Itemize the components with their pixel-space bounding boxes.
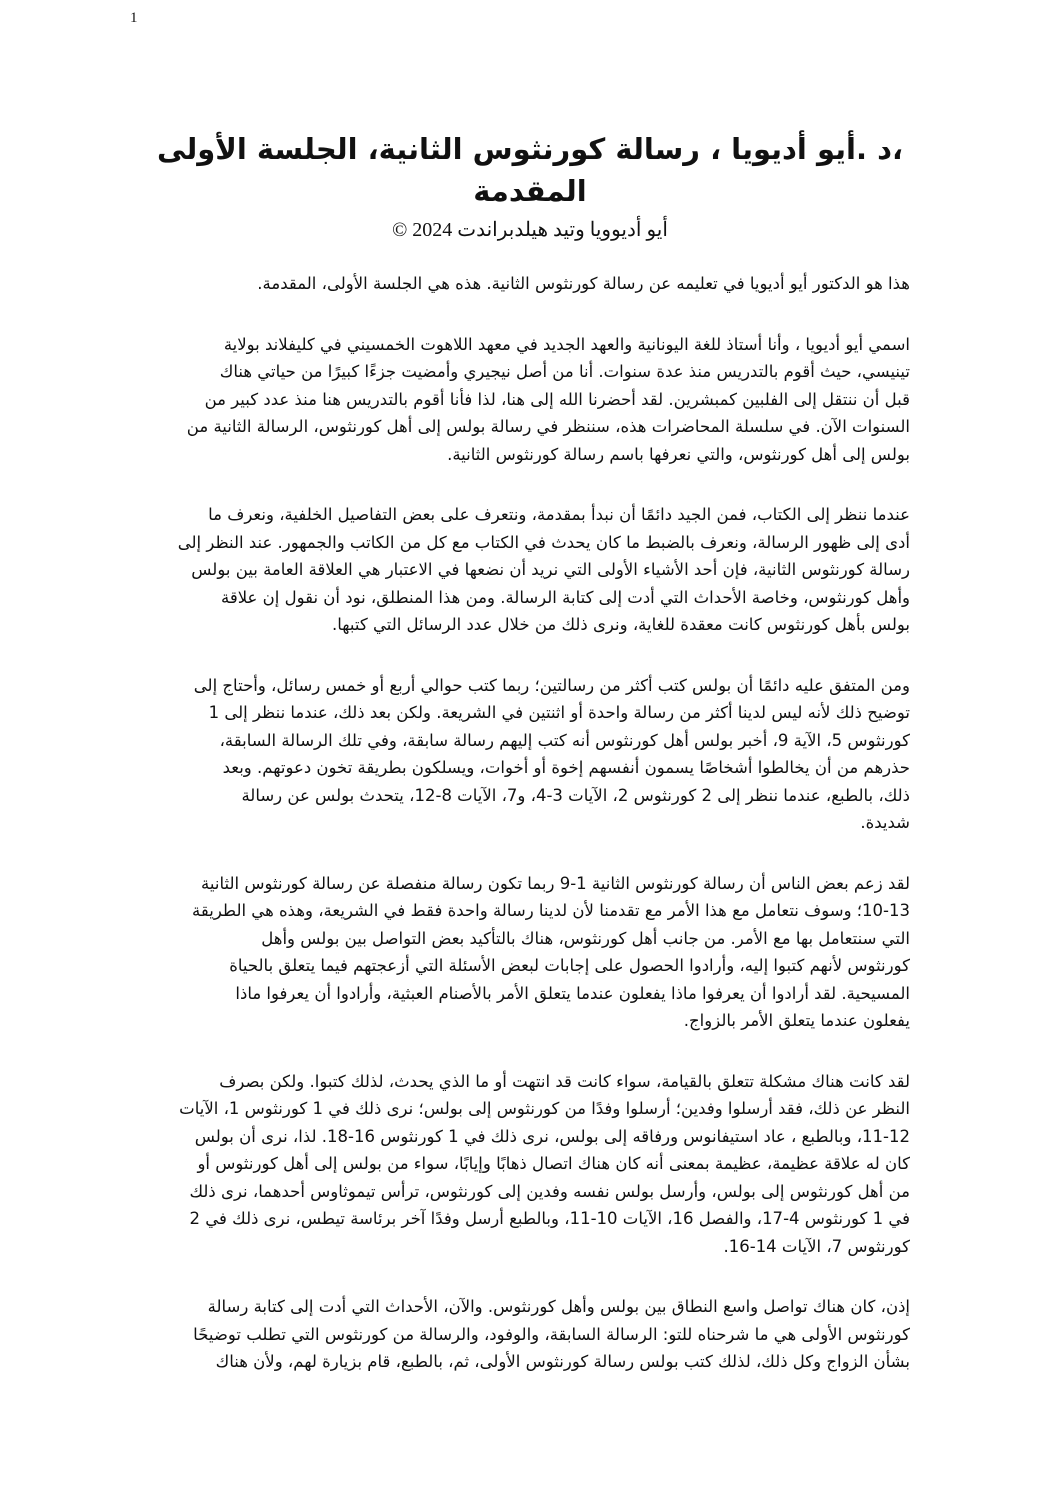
text-line: توضيح ذلك لأنه ليس لدينا أكثر من رسالة واحدة أو اثنتين في الشريعة. ولكن بعد ذلك، عندما ننظر إلى 1 bbox=[208, 703, 910, 722]
paragraph bbox=[130, 270, 910, 298]
text-line: رسالة كورنثوس الثانية، فإن أحد الأشياء الأولى التي نريد أن نضعها في الاعتبار هي العلاقة العامة بين بولس bbox=[191, 560, 910, 579]
text-line: لقد زعم بعض الناس أن رسالة كورنثوس الثانية 1-9 ربما تكون رسالة منفصلة عن رسالة كورنثوس الثانية bbox=[201, 873, 910, 893]
text-line: إذن، كان هناك تواصل واسع النطاق بين بولس وأهل كورنثوس. والآن، الأحداث التي أدت إلى كتابة رسالة bbox=[207, 1297, 910, 1316]
text-line: وأهل كورنثوس، وخاصة الأحداث التي أدت إلى كتابة الرسالة. ومن هذا المنطلق، نود أن نقول إن علاقة bbox=[220, 587, 910, 607]
text-line: كان له علاقة عظيمة، عظيمة بمعنى أنه كان هناك اتصال ذهابًا وإيابًا، سواء من بولس إلى أهل كورنثوس أو bbox=[197, 1154, 910, 1173]
text-line: في 1 كورنثوس 4-17، والفصل 16، الآيات 10-11، وبالطبع أرسل وفدًا آخر برئاسة تيطس، نرى ذلك في 2 bbox=[189, 1209, 910, 1228]
text-line: السنوات الآن. في سلسلة المحاضرات هذه، سننظر في رسالة بولس إلى أهل كورنثوس، الرسالة الثانية من bbox=[186, 417, 910, 436]
title-line: المقدمة bbox=[473, 174, 587, 208]
text-line: بولس إلى أهل كورنثوس، والتي نعرفها باسم رسالة كورنثوس الثانية. bbox=[447, 444, 910, 464]
paragraph bbox=[130, 870, 910, 1035]
paragraph bbox=[130, 1068, 910, 1261]
paragraph bbox=[130, 672, 910, 837]
paragraph bbox=[130, 1293, 910, 1376]
text-line: تينيسي، حيث أقوم بالتدريس منذ عدة سنوات. أنا من أصل نيجيري وأمضيت جزءًا كبيرًا من حياتي هناك bbox=[219, 362, 910, 381]
text-line: كورنثوس لأنهم كتبوا إليه، وأرادوا الحصول على إجابات لبعض الأسئلة التي أزعجتهم فيما يتعلق بالحياة bbox=[229, 956, 910, 975]
text-line: بولس بأهل كورنثوس كانت معقدة للغاية، ونرى ذلك من خلال عدد الرسائل التي كتبها. bbox=[332, 615, 910, 634]
text-line: لقد كانت هناك مشكلة تتعلق بالقيامة، سواء كانت قد انتهت أو ما الذي يحدث، لذلك كتبوا. ولكن بصرف bbox=[219, 1071, 910, 1091]
paragraph bbox=[130, 331, 910, 469]
text-line: حذرهم من أن يخالطوا أشخاصًا يسمون أنفسهم إخوة أو أخوات، ويسلكون بطريقة تخون دعوتهم. وبعد bbox=[222, 758, 910, 777]
page-number: 1 bbox=[130, 10, 138, 26]
text-line: ومن المتفق عليه دائمًا أن بولس كتب أكثر من رسالتين؛ ربما كتب حوالي أربع أو خمس رسائل، وأحتاج إلى bbox=[193, 675, 910, 695]
text-line: كورنثوس 7، الآيات 14-16. bbox=[723, 1236, 910, 1256]
text-line: التي سنتعامل بها مع الأمر. من جانب أهل كورنثوس، هناك بالتأكيد بعض التواصل بين بولس وأهل bbox=[261, 928, 910, 948]
text-line: 10-13؛ وسوف نتعامل مع هذا الأمر مع تقدمنا لأن لدينا رسالة واحدة فقط في الشريعة، وهذه هي الطريقة bbox=[192, 901, 910, 920]
text-line: 11-12، وبالطبع ، عاد استيفانوس ورفاقه إلى بولس، نرى ذلك في 1 كورنثوس 16-18. لذا، نرى أن بولس bbox=[194, 1126, 910, 1146]
title-line: ،د .أيو أديويا ، رسالة كورنثوس الثانية، الجلسة الأولى bbox=[157, 132, 903, 166]
text-line: عندما ننظر إلى الكتاب، فمن الجيد دائمًا أن نبدأ بمقدمة، ونتعرف على بعض التفاصيل الخلفية، ونعرف ما bbox=[208, 505, 910, 524]
text-line: من أهل كورنثوس إلى بولس، وأرسل بولس نفسه وفدين إلى كورنثوس، ترأس تيموثاوس أحدهما، نرى ذلك bbox=[189, 1181, 910, 1201]
copyright-line: أيو أديوويا وتيد هيلدبراندت 2024 © bbox=[392, 219, 668, 241]
text-line: قبل أن ننتقل إلى الفلبين كمبشرين. لقد أحضرنا الله إلى هنا، لذا فأنا أقوم بالتدريس هنا منذ عدد كبير من bbox=[204, 389, 910, 409]
document-title bbox=[140, 128, 920, 212]
paragraph bbox=[130, 501, 910, 639]
document-body bbox=[130, 270, 910, 1409]
text-line: هذا هو الدكتور أيو أديويا في تعليمه عن رسالة كورنثوس الثانية. هذه هي الجلسة الأولى، المقدمة. bbox=[257, 274, 910, 293]
text-line: يفعلون عندما يتعلق الأمر بالزواج. bbox=[683, 1011, 910, 1030]
text-line: كورنثوس الأولى هي ما شرحناه للتو: الرسالة السابقة، والوفود، والرسالة من كورنثوس التي تطلب توضيحًا bbox=[193, 1324, 910, 1344]
text-line: اسمي أيو أديويا ، وأنا أستاذ للغة اليونانية والعهد الجديد في معهد اللاهوت الخمسيني في كليفلاند بولاية bbox=[223, 334, 910, 354]
text-line: شديدة. bbox=[860, 813, 910, 832]
text-line: بشأن الزواج وكل ذلك، لذلك كتب بولس رسالة كورنثوس الأولى، ثم، بالطبع، قام بزيارة لهم، ولأن هناك bbox=[215, 1352, 910, 1371]
text-line: ذلك، بالطبع، عندما ننظر إلى 2 كورنثوس 2، الآيات 3-4، و7، الآيات 8-12، يتحدث بولس عن رسالة bbox=[241, 785, 910, 805]
text-line: أدى إلى ظهور الرسالة، ونعرف بالضبط ما كان يحدث في الكتاب مع كل من الكاتب والجمهور. عند النظر إلى bbox=[177, 532, 910, 552]
text-line: النظر عن ذلك، فقد أرسلوا وفدين؛ أرسلوا وفدًا من كورنثوس إلى بولس؛ نرى ذلك في 1 كورنثوس 1، الآيات bbox=[179, 1099, 910, 1118]
text-line: المسيحية. لقد أرادوا أن يعرفوا ماذا يفعلون عندما يتعلق الأمر بالأصنام العبثية، وأرادوا أن يعرفوا ماذا bbox=[235, 983, 910, 1003]
text-line: كورنثوس 5، الآية 9، أخبر بولس أهل كورنثوس أنه كتب إليهم رسالة سابقة، وفي تلك الرسالة السابقة، bbox=[219, 730, 910, 750]
